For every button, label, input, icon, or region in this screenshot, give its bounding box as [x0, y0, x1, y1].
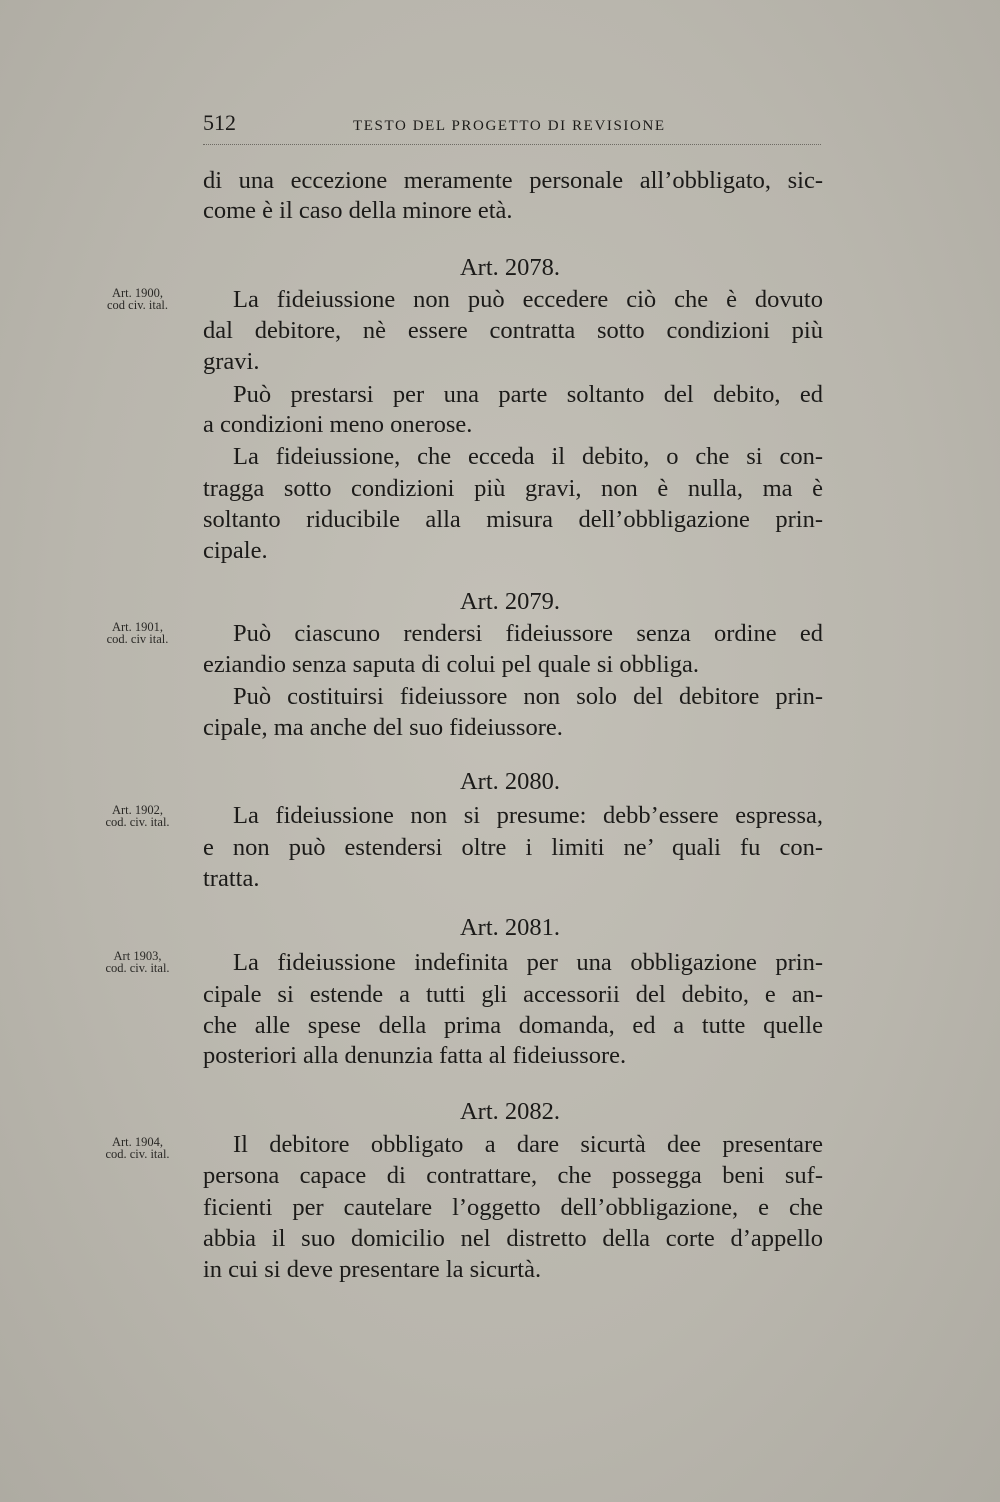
text-line: Può prestarsi per una parte soltanto del debito, ed [233, 381, 823, 408]
margin-citation: Art. 1902, cod. civ. ital. [105, 803, 170, 829]
margin-citation: Art 1903, cod. civ. ital. [105, 949, 170, 975]
text-line: tragga sotto condizioni più gravi, non è nulla, ma è [203, 475, 823, 502]
page-header [203, 108, 821, 145]
text-line: soltanto riducibile alla misura dell’obbligazione prin- [203, 506, 823, 533]
article-heading: Art. 2080. [459, 768, 561, 795]
text-line: cipale, ma anche del suo fideiussore. [203, 714, 563, 741]
text-line: eziandio senza saputa di colui pel quale si obbliga. [203, 651, 699, 678]
text-line: ficienti per cautelare l’oggetto dell’obbligazione, e che [203, 1194, 823, 1221]
text-line: in cui si deve presentare la sicurtà. [203, 1256, 542, 1283]
text-line: cipale. [203, 537, 268, 564]
text-line: che alle spese della prima domanda, ed a tutte quelle [203, 1012, 823, 1039]
text-line: gravi. [203, 348, 260, 375]
text-line: a condizioni meno onerose. [203, 411, 473, 438]
text-line: dal debitore, nè essere contratta sotto condizioni più [203, 317, 823, 344]
text-line: La fideiussione, che ecceda il debito, o che si con- [233, 443, 823, 470]
text-line: abbia il suo domicilio nel distretto della corte d’appello [203, 1225, 823, 1252]
article-heading: Art. 2078. [459, 254, 561, 281]
text-line: Il debitore obbligato a dare sicurtà dee presentare [233, 1131, 823, 1158]
margin-citation: Art. 1901, cod. civ ital. [106, 620, 169, 646]
text-line: posteriori alla denunzia fatta al fideiussore. [203, 1042, 627, 1069]
text-line: e non può estendersi oltre i limiti ne’ quali fu con- [203, 834, 823, 861]
text-line: tratta. [203, 865, 260, 892]
page-number: 512 [203, 110, 236, 135]
margin-citation: Art. 1904, cod. civ. ital. [105, 1135, 170, 1161]
text-line: come è il caso della minore età. [203, 197, 513, 224]
text-line: di una eccezione meramente personale all’obbligato, sic- [203, 167, 823, 194]
article-heading: Art. 2081. [459, 914, 561, 941]
text-line: La fideiussione indefinita per una obbligazione prin- [233, 949, 823, 976]
article-heading: Art. 2082. [459, 1098, 561, 1125]
text-line: Può costituirsi fideiussore non solo del debitore prin- [233, 683, 823, 710]
text-line: La fideiussione non può eccedere ciò che è dovuto [233, 286, 823, 313]
text-line: Può ciascuno rendersi fideiussore senza ordine ed [233, 620, 823, 647]
margin-citation: Art. 1900, cod civ. ital. [107, 286, 168, 312]
running-title: TESTO DEL PROGETTO DI REVISIONE [353, 118, 666, 134]
article-heading: Art. 2079. [459, 588, 561, 615]
text-line: cipale si estende a tutti gli accessorii del debito, e an- [203, 981, 823, 1008]
text-line: La fideiussione non si presume: debb’essere espressa, [233, 802, 823, 829]
text-line: persona capace di contrattare, che possegga beni suf- [203, 1162, 823, 1189]
